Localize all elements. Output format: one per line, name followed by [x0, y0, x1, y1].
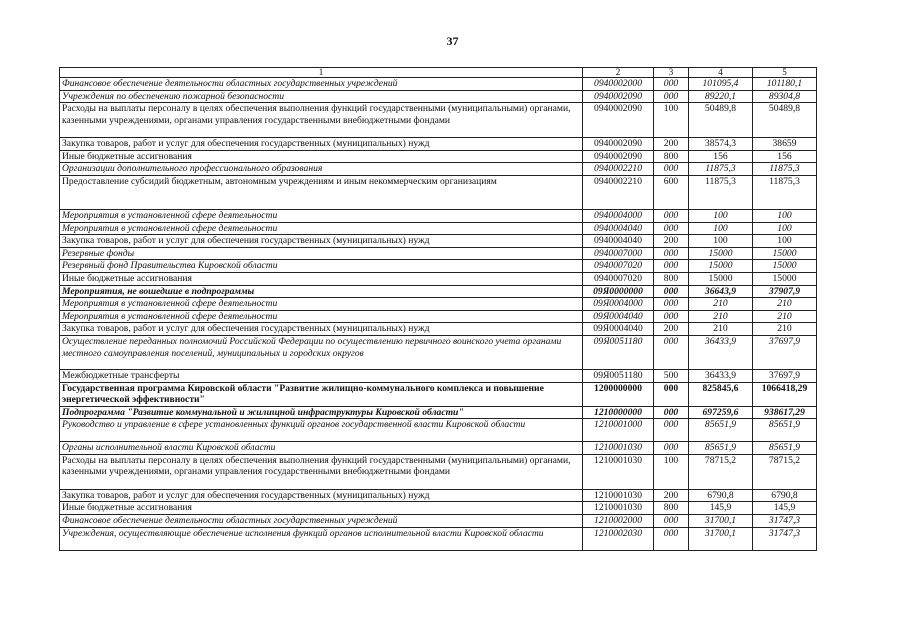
row-type-cell: 000	[654, 382, 689, 406]
row-type-cell: 000	[654, 310, 689, 323]
row-value-2-cell: 100	[753, 209, 817, 222]
row-value-1-cell: 11875,3	[689, 163, 753, 176]
row-value-1-cell: 100	[689, 222, 753, 235]
row-type-cell: 600	[654, 175, 689, 209]
row-name-cell: Резервный фонд Правительства Кировской области	[60, 260, 583, 273]
row-code-cell: 1210001030	[583, 489, 654, 502]
row-value-1-cell: 31700,1	[689, 515, 753, 528]
row-value-2-cell: 38659	[753, 138, 817, 151]
row-name-cell: Мероприятия, не вошедшие в подпрограммы	[60, 285, 583, 298]
row-value-1-cell: 210	[689, 323, 753, 336]
row-code-cell: 0940007020	[583, 260, 654, 273]
row-value-2-cell: 85651,9	[753, 442, 817, 455]
row-type-cell: 000	[654, 298, 689, 311]
row-code-cell: 09Я0051180	[583, 369, 654, 382]
row-value-1-cell: 50489,8	[689, 103, 753, 138]
table-row	[60, 369, 817, 382]
row-value-1-cell: 101095,4	[689, 78, 753, 91]
table-row	[60, 90, 817, 103]
table-row	[60, 175, 817, 209]
header-col-5: 5	[753, 68, 817, 78]
table-row	[60, 247, 817, 260]
row-value-1-cell: 36433,9	[689, 369, 753, 382]
row-code-cell: 0940007020	[583, 272, 654, 285]
table-row	[60, 515, 817, 528]
row-value-1-cell: 36433,9	[689, 335, 753, 369]
row-name-cell: Иные бюджетные ассигнования	[60, 502, 583, 515]
row-code-cell: 0940002090	[583, 90, 654, 103]
row-type-cell: 000	[654, 247, 689, 260]
row-type-cell: 000	[654, 209, 689, 222]
budget-table-body	[60, 68, 817, 551]
row-value-1-cell: 31700,1	[689, 527, 753, 550]
row-value-1-cell: 210	[689, 298, 753, 311]
table-row	[60, 489, 817, 502]
row-code-cell: 1210002030	[583, 527, 654, 550]
row-type-cell: 000	[654, 442, 689, 455]
row-type-cell: 000	[654, 163, 689, 176]
row-code-cell: 09Я0004000	[583, 298, 654, 311]
row-name-cell: Осуществление переданных полномочий Российской Федерации по осуществлению первичного воинского учета органами местного самоуправления поселений, муниципальных и городских округов	[60, 335, 583, 369]
page-number: 37	[446, 34, 459, 48]
row-value-2-cell: 15000	[753, 247, 817, 260]
row-type-cell: 000	[654, 527, 689, 550]
table-row	[60, 260, 817, 273]
row-value-1-cell: 85651,9	[689, 442, 753, 455]
row-code-cell: 09Я0051180	[583, 335, 654, 369]
table-row	[60, 527, 817, 550]
row-value-1-cell: 825845,6	[689, 382, 753, 406]
row-type-cell: 500	[654, 369, 689, 382]
row-value-2-cell: 37907,9	[753, 285, 817, 298]
row-value-1-cell: 11875,3	[689, 175, 753, 209]
row-name-cell: Иные бюджетные ассигнования	[60, 272, 583, 285]
table-row	[60, 235, 817, 248]
row-value-2-cell: 1066418,29	[753, 382, 817, 406]
table-row	[60, 103, 817, 138]
header-col-1: 1	[60, 68, 583, 78]
row-code-cell: 1210001000	[583, 419, 654, 442]
row-value-1-cell: 85651,9	[689, 419, 753, 442]
row-value-2-cell: 78715,2	[753, 454, 817, 489]
row-code-cell: 1210001030	[583, 502, 654, 515]
row-code-cell: 0940004000	[583, 209, 654, 222]
table-row	[60, 150, 817, 163]
row-type-cell: 100	[654, 103, 689, 138]
row-name-cell: Организации дополнительного профессионального образования	[60, 163, 583, 176]
row-code-cell: 1210001030	[583, 454, 654, 489]
row-code-cell: 09Я0000000	[583, 285, 654, 298]
row-code-cell: 0940002090	[583, 150, 654, 163]
row-value-1-cell: 6790,8	[689, 489, 753, 502]
header-col-3: 3	[654, 68, 689, 78]
row-code-cell: 0940002090	[583, 103, 654, 138]
row-name-cell: Предоставление субсидий бюджетным, автономным учреждениям и иным некоммерческим организациям	[60, 175, 583, 209]
row-value-2-cell: 156	[753, 150, 817, 163]
table-row	[60, 298, 817, 311]
row-type-cell: 000	[654, 406, 689, 419]
table-row	[60, 138, 817, 151]
row-name-cell: Учреждения по обеспечению пожарной безопасности	[60, 90, 583, 103]
row-value-1-cell: 100	[689, 235, 753, 248]
row-type-cell: 000	[654, 222, 689, 235]
row-value-1-cell: 156	[689, 150, 753, 163]
row-type-cell: 800	[654, 150, 689, 163]
row-name-cell: Мероприятия в установленной сфере деятельности	[60, 209, 583, 222]
row-code-cell: 1210002000	[583, 515, 654, 528]
row-name-cell: Закупка товаров, работ и услуг для обеспечения государственных (муниципальных) нужд	[60, 235, 583, 248]
row-value-1-cell: 145,9	[689, 502, 753, 515]
row-value-1-cell: 38574,3	[689, 138, 753, 151]
row-name-cell: Расходы на выплаты персоналу в целях обеспечения выполнения функций государственными (муниципальными) органами, казенными учреждениями, органами управления государственными внебюджетными фондами	[60, 103, 583, 138]
row-name-cell: Мероприятия в установленной сфере деятельности	[60, 310, 583, 323]
row-name-cell: Государственная программа Кировской области "Развитие жилищно-коммунального комплекса и повышение энергетической эффективности"	[60, 382, 583, 406]
row-name-cell: Межбюджетные трансферты	[60, 369, 583, 382]
row-code-cell: 09Я0004040	[583, 310, 654, 323]
row-code-cell: 0940004040	[583, 222, 654, 235]
row-name-cell: Учреждения, осуществляющие обеспечение исполнения функций органов исполнительной власти Кировской области	[60, 527, 583, 550]
row-value-1-cell: 78715,2	[689, 454, 753, 489]
row-name-cell: Резервные фонды	[60, 247, 583, 260]
row-code-cell: 0940002210	[583, 175, 654, 209]
row-code-cell: 1200000000	[583, 382, 654, 406]
row-value-1-cell: 89220,1	[689, 90, 753, 103]
table-row	[60, 209, 817, 222]
row-type-cell: 000	[654, 260, 689, 273]
header-col-4: 4	[689, 68, 753, 78]
row-code-cell: 09Я0004040	[583, 323, 654, 336]
row-value-2-cell: 145,9	[753, 502, 817, 515]
row-type-cell: 000	[654, 419, 689, 442]
row-value-2-cell: 15000	[753, 272, 817, 285]
row-code-cell: 0940004040	[583, 235, 654, 248]
row-value-2-cell: 15000	[753, 260, 817, 273]
row-code-cell: 1210001030	[583, 442, 654, 455]
header-row	[60, 68, 817, 78]
row-value-1-cell: 15000	[689, 272, 753, 285]
row-value-1-cell: 15000	[689, 247, 753, 260]
row-name-cell: Закупка товаров, работ и услуг для обеспечения государственных (муниципальных) нужд	[60, 323, 583, 336]
row-type-cell: 200	[654, 323, 689, 336]
table-row	[60, 335, 817, 369]
row-name-cell: Финансовое обеспечение деятельности областных государственных учреждений	[60, 515, 583, 528]
row-type-cell: 800	[654, 502, 689, 515]
row-name-cell: Расходы на выплаты персоналу в целях обеспечения выполнения функций государственными (муниципальными) органами, казенными учреждениями, органами управления государственными внебюджетными фондами	[60, 454, 583, 489]
row-value-2-cell: 101180,1	[753, 78, 817, 91]
row-name-cell: Иные бюджетные ассигнования	[60, 150, 583, 163]
row-code-cell: 0940002000	[583, 78, 654, 91]
row-value-2-cell: 31747,3	[753, 527, 817, 550]
table-row	[60, 285, 817, 298]
table-row	[60, 323, 817, 336]
row-name-cell: Органы исполнительной власти Кировской области	[60, 442, 583, 455]
table-row	[60, 272, 817, 285]
table-row	[60, 502, 817, 515]
row-value-2-cell: 89304,8	[753, 90, 817, 103]
row-type-cell: 800	[654, 272, 689, 285]
budget-table	[59, 67, 817, 551]
row-type-cell: 000	[654, 78, 689, 91]
row-value-2-cell: 100	[753, 235, 817, 248]
row-value-2-cell: 11875,3	[753, 175, 817, 209]
row-value-2-cell: 31747,3	[753, 515, 817, 528]
table-row	[60, 163, 817, 176]
row-value-1-cell: 210	[689, 310, 753, 323]
header-col-2: 2	[583, 68, 654, 78]
row-code-cell: 1210000000	[583, 406, 654, 419]
row-value-2-cell: 11875,3	[753, 163, 817, 176]
row-value-2-cell: 210	[753, 323, 817, 336]
table-row	[60, 222, 817, 235]
row-type-cell: 100	[654, 454, 689, 489]
row-type-cell: 200	[654, 489, 689, 502]
row-code-cell: 0940002210	[583, 163, 654, 176]
row-value-2-cell: 50489,8	[753, 103, 817, 138]
row-value-1-cell: 697259,6	[689, 406, 753, 419]
row-value-2-cell: 210	[753, 310, 817, 323]
row-type-cell: 000	[654, 90, 689, 103]
table-row	[60, 442, 817, 455]
table-row	[60, 78, 817, 91]
row-name-cell: Руководство и управление в сфере установленных функций органов государственной власти Кировской области	[60, 419, 583, 442]
row-value-2-cell: 938617,29	[753, 406, 817, 419]
row-value-1-cell: 100	[689, 209, 753, 222]
row-code-cell: 0940007000	[583, 247, 654, 260]
row-type-cell: 000	[654, 285, 689, 298]
table-row	[60, 382, 817, 406]
row-name-cell: Закупка товаров, работ и услуг для обеспечения государственных (муниципальных) нужд	[60, 138, 583, 151]
row-name-cell: Закупка товаров, работ и услуг для обеспечения государственных (муниципальных) нужд	[60, 489, 583, 502]
row-name-cell: Подпрограмма "Развитие коммунальной и жилищной инфраструктуры Кировской области"	[60, 406, 583, 419]
row-value-2-cell: 37697,9	[753, 335, 817, 369]
row-value-1-cell: 15000	[689, 260, 753, 273]
row-value-1-cell: 36643,9	[689, 285, 753, 298]
row-value-2-cell: 85651,9	[753, 419, 817, 442]
row-type-cell: 000	[654, 515, 689, 528]
row-value-2-cell: 37697,9	[753, 369, 817, 382]
row-name-cell: Финансовое обеспечение деятельности областных государственных учреждений	[60, 78, 583, 91]
row-type-cell: 200	[654, 138, 689, 151]
row-value-2-cell: 6790,8	[753, 489, 817, 502]
table-row	[60, 406, 817, 419]
row-name-cell: Мероприятия в установленной сфере деятельности	[60, 222, 583, 235]
row-code-cell: 0940002090	[583, 138, 654, 151]
row-type-cell: 200	[654, 235, 689, 248]
table-row	[60, 454, 817, 489]
table-row	[60, 419, 817, 442]
row-name-cell: Мероприятия в установленной сфере деятельности	[60, 298, 583, 311]
row-type-cell: 000	[654, 335, 689, 369]
row-value-2-cell: 210	[753, 298, 817, 311]
table-row	[60, 310, 817, 323]
row-value-2-cell: 100	[753, 222, 817, 235]
